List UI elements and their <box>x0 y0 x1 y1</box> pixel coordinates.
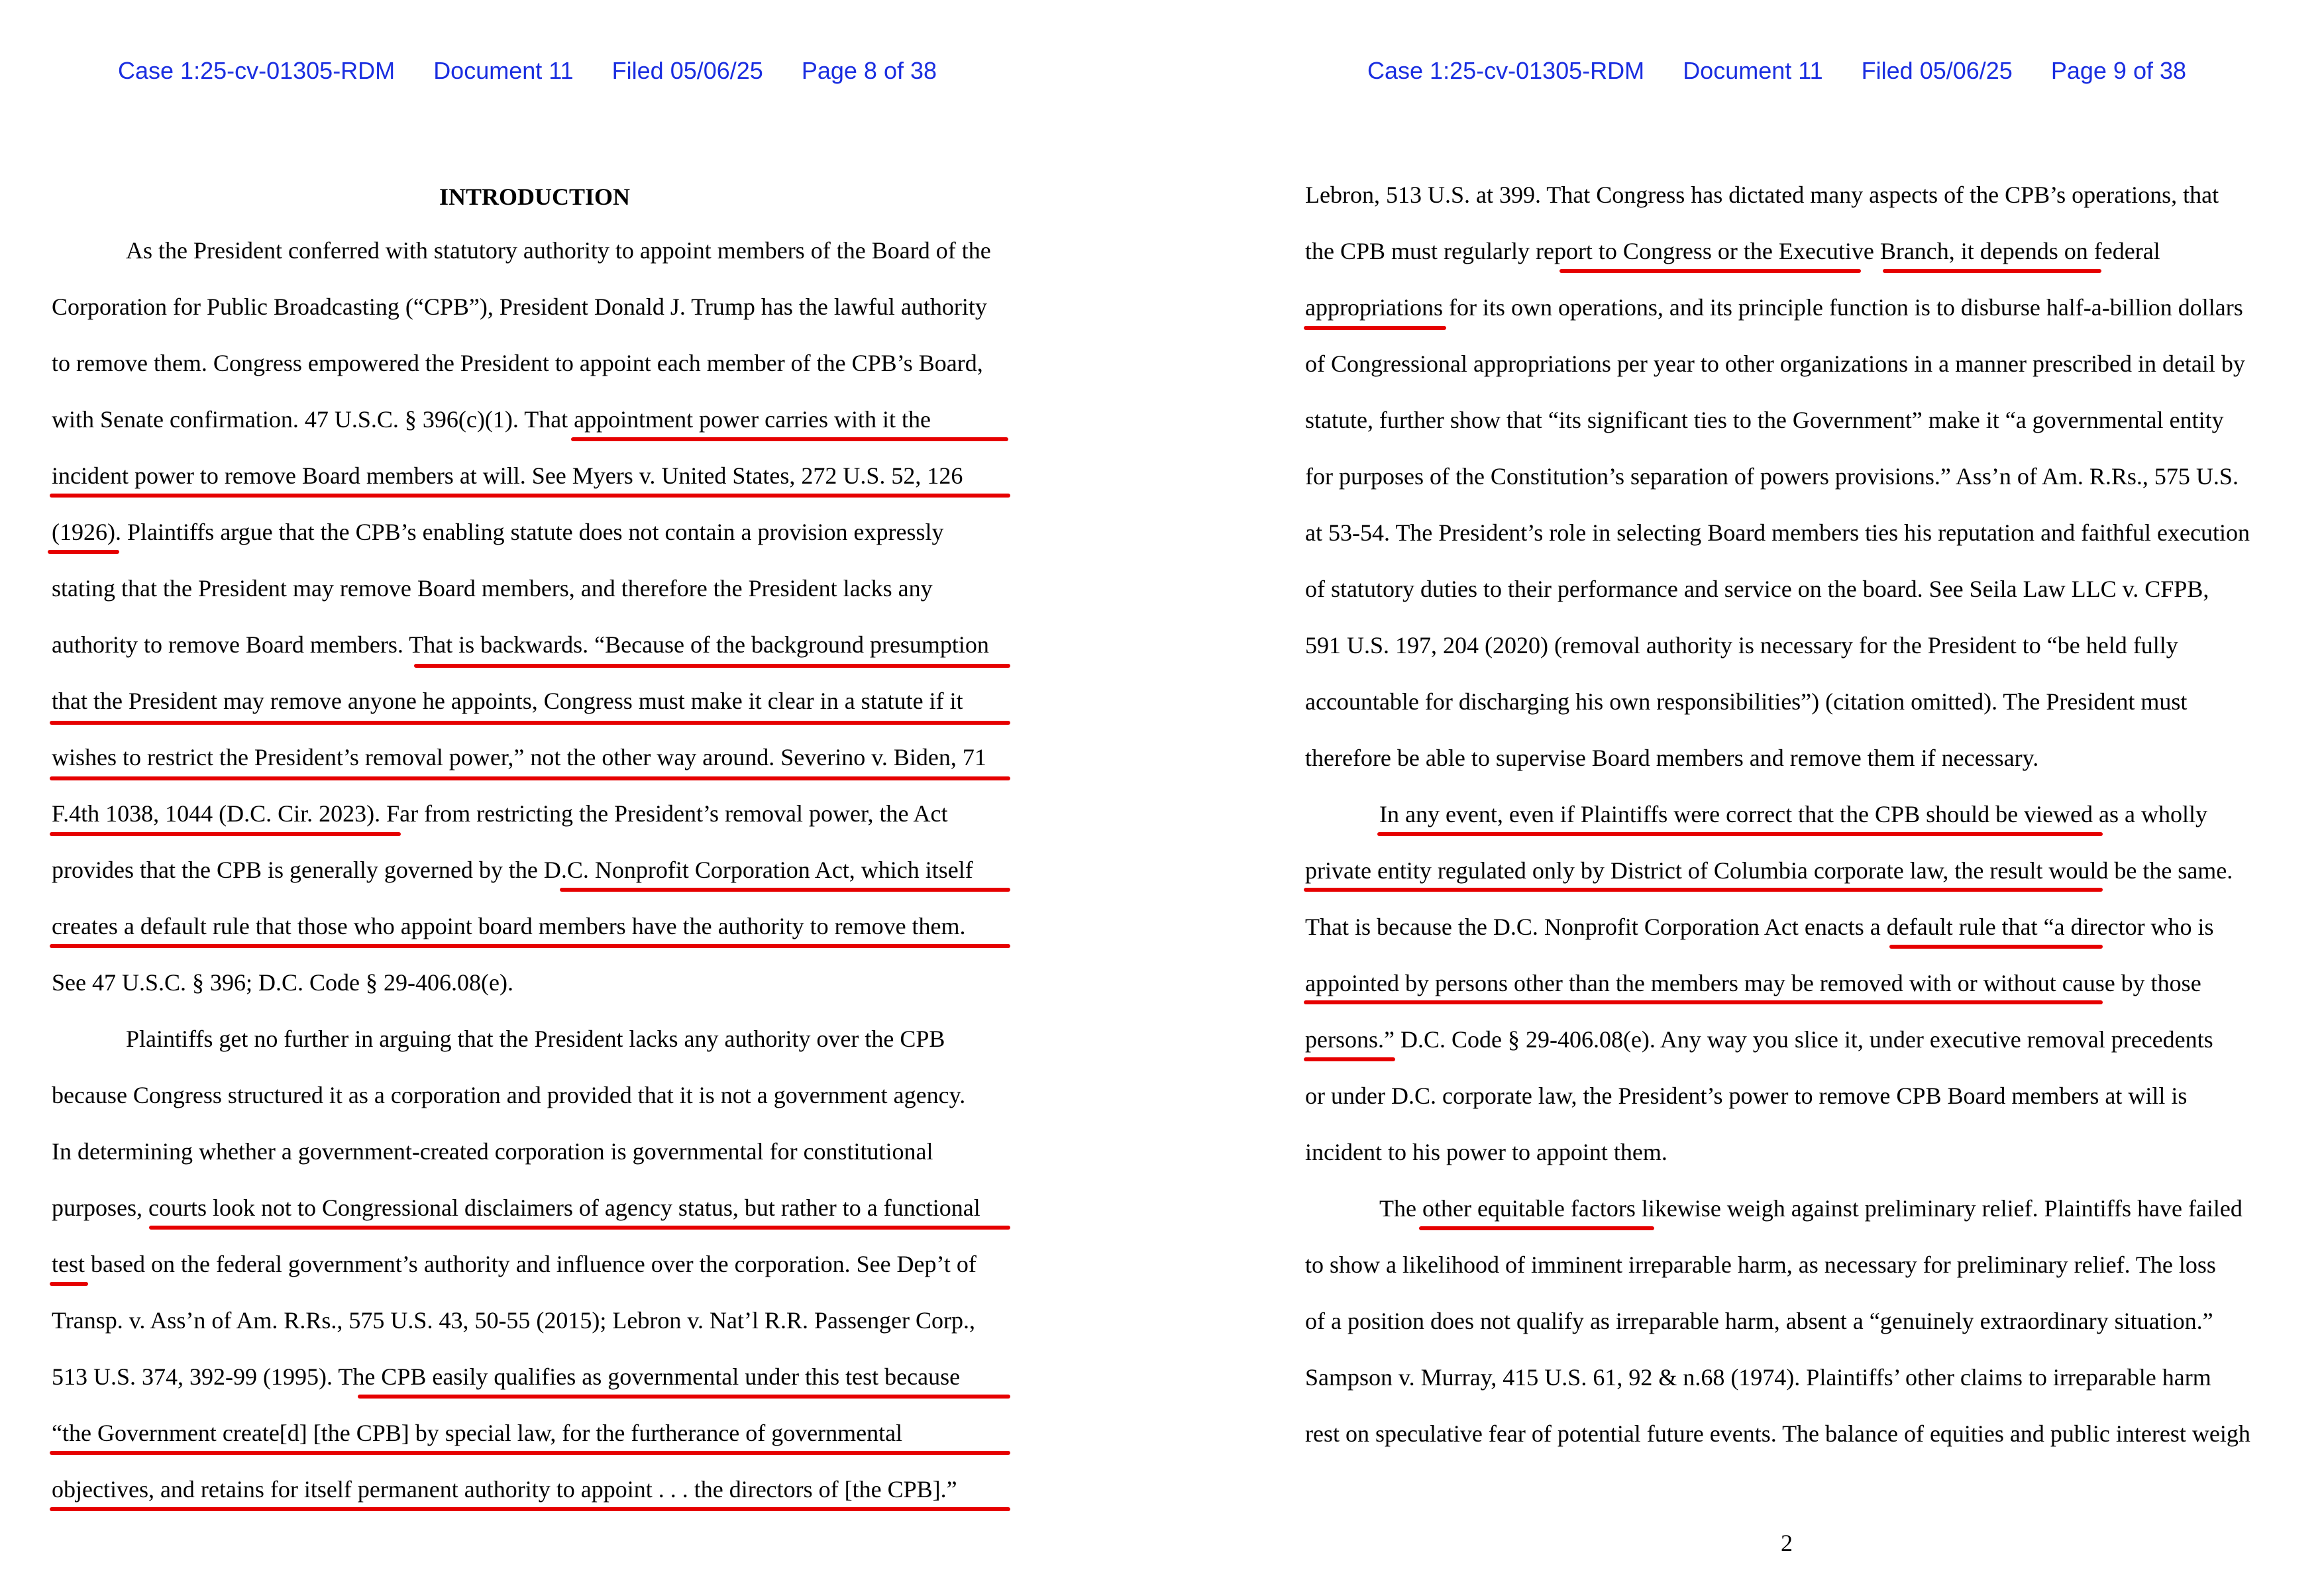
right-page-header <box>1367 57 2186 85</box>
red-underline <box>50 1507 1010 1511</box>
red-underline <box>50 494 1010 498</box>
text-line: stating that the President may remove Board members, and therefore the President lacks any <box>52 575 933 602</box>
text-line: provides that the CPB is generally governed by the D.C. Nonprofit Corporation Act, which itself <box>52 857 973 883</box>
text-line: 591 U.S. 197, 204 (2020) (removal authority is necessary for the President to “be held fully <box>1305 632 2178 659</box>
text-line: authority to remove Board members. That is backwards. “Because of the background presumption <box>52 631 989 658</box>
red-underline <box>50 1282 88 1286</box>
text-line: Sampson v. Murray, 415 U.S. 61, 92 & n.68 (1974). Plaintiffs’ other claims to irreparable harm <box>1305 1364 2211 1391</box>
case-number: Case 1:25-cv-01305-RDM <box>1367 57 1645 84</box>
red-underline <box>48 550 119 554</box>
text-line: Lebron, 513 U.S. at 399. That Congress has dictated many aspects of the CPB’s operations, that <box>1305 182 2219 208</box>
red-underline <box>560 888 1010 892</box>
text-line: of Congressional appropriations per year to other organizations in a manner prescribed in detail by <box>1305 350 2245 377</box>
red-underline <box>50 832 401 836</box>
red-underline <box>1377 832 2103 836</box>
section-heading: INTRODUCTION <box>439 184 631 210</box>
red-underline <box>1889 945 2103 949</box>
text-line: In any event, even if Plaintiffs were correct that the CPB should be viewed as a wholly <box>1379 801 2207 827</box>
text-line: Corporation for Public Broadcasting (“CPB”), President Donald J. Trump has the lawful authority <box>52 293 987 320</box>
text-line: statute, further show that “its significant ties to the Government” make it “a governmental entity <box>1305 407 2224 433</box>
text-line: objectives, and retains for itself permanent authority to appoint . . . the directors of [the CPB].” <box>52 1476 957 1503</box>
red-underline <box>149 1226 1010 1230</box>
text-line: The other equitable factors likewise weigh against preliminary relief. Plaintiffs have failed <box>1379 1195 2243 1222</box>
text-line: persons.” D.C. Code § 29-406.08(e). Any way you slice it, under executive removal precedents <box>1305 1026 2213 1053</box>
page-indicator: Page 9 of 38 <box>2050 57 2187 84</box>
page-indicator: Page 8 of 38 <box>801 57 937 84</box>
filed-date: Filed 05/06/25 <box>1861 57 2013 84</box>
text-line: of statutory duties to their performance and service on the board. See Seila Law LLC v. CFPB, <box>1305 576 2209 602</box>
right-page <box>1162 0 2324 1588</box>
text-line: accountable for discharging his own responsibilities”) (citation omitted). The President must <box>1305 688 2188 715</box>
text-line: As the President conferred with statutory authority to appoint members of the Board of the <box>126 237 991 264</box>
text-line: for purposes of the Constitution’s separation of powers provisions.” Ass’n of Am. R.Rs., 575 U.S. <box>1305 463 2239 490</box>
text-line: to show a likelihood of imminent irreparable harm, as necessary for preliminary relief. The loss <box>1305 1251 2216 1278</box>
document-number: Document 11 <box>433 57 574 84</box>
text-line: appointed by persons other than the members may be removed with or without cause by those <box>1305 970 2201 996</box>
red-underline <box>1304 326 1446 330</box>
text-line: Transp. v. Ass’n of Am. R.Rs., 575 U.S. 43, 50-55 (2015); Lebron v. Nat’l R.R. Passenger Corp., <box>52 1307 975 1334</box>
red-underline <box>571 437 1008 441</box>
red-underline <box>50 776 1010 780</box>
case-number: Case 1:25-cv-01305-RDM <box>118 57 396 84</box>
text-line: private entity regulated only by District of Columbia corporate law, the result would be the same. <box>1305 857 2233 884</box>
red-underline <box>1304 888 2103 892</box>
text-line: the CPB must regularly report to Congress or the Executive Branch, it depends on federal <box>1305 238 2160 264</box>
red-underline <box>1559 269 1861 273</box>
red-underline <box>358 1395 1010 1399</box>
text-line: with Senate confirmation. 47 U.S.C. § 396(c)(1). That appointment power carries with it the <box>52 406 931 433</box>
red-underline <box>50 944 1010 948</box>
text-line: at 53-54. The President’s role in selecting Board members ties his reputation and faithful execution <box>1305 519 2250 546</box>
text-line: creates a default rule that those who appoint board members have the authority to remove them. <box>52 913 966 939</box>
red-underline <box>50 1451 1010 1455</box>
red-underline <box>414 664 1010 668</box>
text-line: rest on speculative fear of potential future events. The balance of equities and public interest weigh <box>1305 1420 2250 1447</box>
red-underline <box>1304 1000 2103 1004</box>
red-underline <box>1883 269 2101 273</box>
text-line: of a position does not qualify as irreparable harm, absent a “genuinely extraordinary situation.” <box>1305 1308 2213 1334</box>
left-page-header <box>118 57 937 85</box>
text-line: because Congress structured it as a corporation and provided that it is not a government agency. <box>52 1082 966 1108</box>
text-line: or under D.C. corporate law, the President’s power to remove CPB Board members at will is <box>1305 1083 2188 1109</box>
text-line: (1926). Plaintiffs argue that the CPB’s enabling statute does not contain a provision expressly <box>52 519 944 545</box>
text-line: Plaintiffs get no further in arguing that the President lacks any authority over the CPB <box>126 1026 945 1052</box>
text-line: In determining whether a government-created corporation is governmental for constitutional <box>52 1138 933 1165</box>
text-line: That is because the D.C. Nonprofit Corporation Act enacts a default rule that “a director who is <box>1305 914 2214 940</box>
filed-date: Filed 05/06/25 <box>611 57 763 84</box>
text-line: “the Government create[d] [the CPB] by special law, for the furtherance of governmental <box>52 1420 903 1446</box>
text-line: to remove them. Congress empowered the President to appoint each member of the CPB’s Board, <box>52 350 983 376</box>
red-underline <box>50 721 1010 725</box>
text-line: incident to his power to appoint them. <box>1305 1139 1667 1165</box>
red-underline <box>1304 1057 1395 1061</box>
text-line: F.4th 1038, 1044 (D.C. Cir. 2023). Far from restricting the President’s removal power, the Act <box>52 800 948 827</box>
red-underline <box>1419 1226 1654 1230</box>
text-line: 513 U.S. 374, 392-99 (1995). The CPB easily qualifies as governmental under this test because <box>52 1363 961 1390</box>
page-number: 2 <box>1781 1530 1793 1556</box>
text-line: test based on the federal government’s authority and influence over the corporation. See Dep’t of <box>52 1251 977 1277</box>
text-line: purposes, courts look not to Congressional disclaimers of agency status, but rather to a functional <box>52 1194 980 1221</box>
text-line: that the President may remove anyone he appoints, Congress must make it clear in a statute if it <box>52 688 963 714</box>
text-line: therefore be able to supervise Board members and remove them if necessary. <box>1305 745 2039 771</box>
text-line: incident power to remove Board members at will. See Myers v. United States, 272 U.S. 52, 126 <box>52 462 963 489</box>
text-line: See 47 U.S.C. § 396; D.C. Code § 29-406.08(e). <box>52 969 513 996</box>
text-line: wishes to restrict the President’s removal power,” not the other way around. Severino v. Biden, 71 <box>52 744 986 770</box>
document-number: Document 11 <box>1683 57 1823 84</box>
text-line: appropriations for its own operations, and its principle function is to disburse half-a-billion dollars <box>1305 294 2243 321</box>
